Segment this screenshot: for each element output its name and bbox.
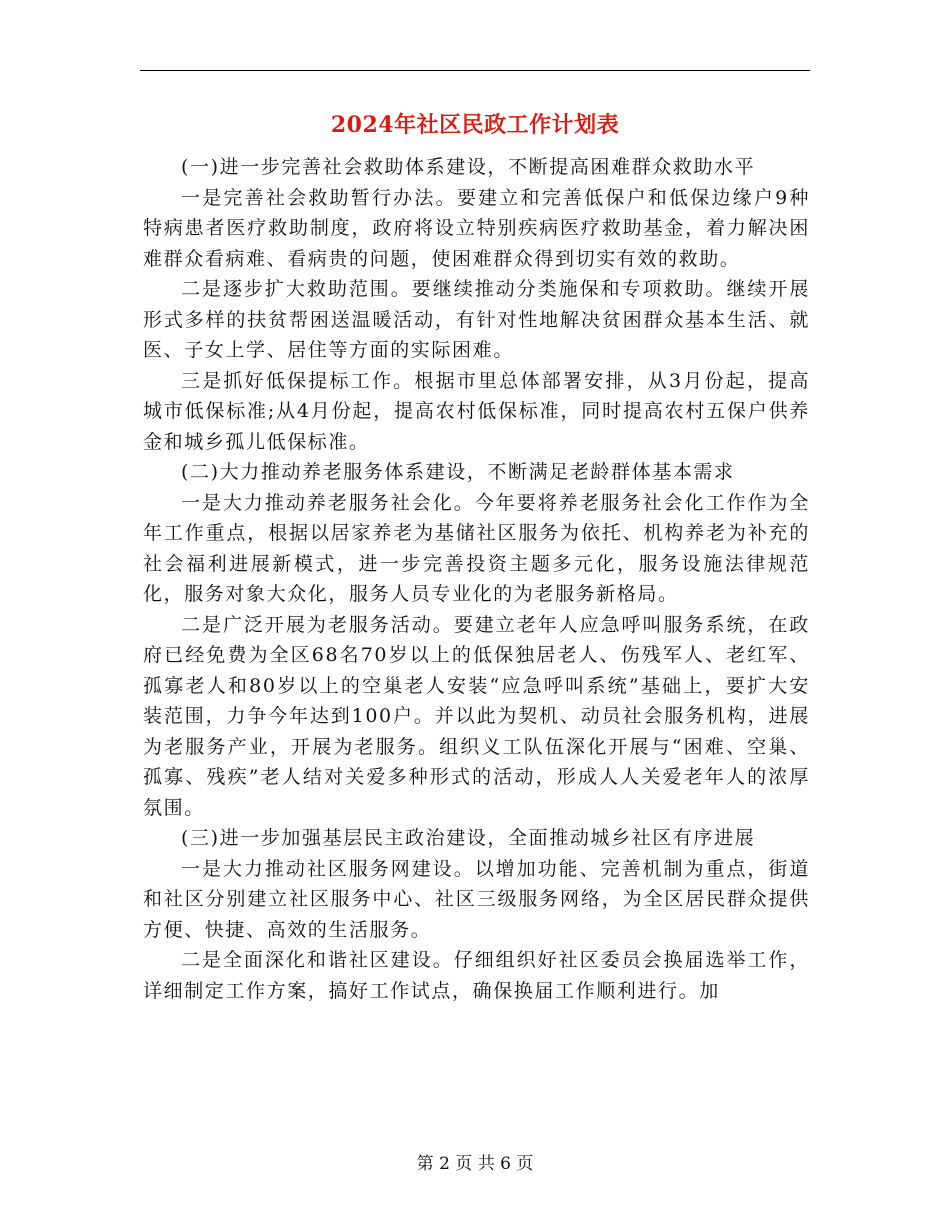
document-body bbox=[143, 152, 810, 1006]
header-rule bbox=[140, 70, 810, 71]
document-title: 2024年社区民政工作计划表 bbox=[330, 112, 620, 138]
body-paragraph: 二是全面深化和谐社区建设。仔细组织好社区委员会换届选举工作，详细制定工作方案，搞好工作试点，确保换届工作顺利进行。加 bbox=[143, 949, 810, 1002]
section-heading: (一)进一步完善社会救助体系建设，不断提高困难群众救助水平 bbox=[181, 156, 756, 178]
body-paragraph: 一是大力推动社区服务网建设。以增加功能、完善机制为重点，街道和社区分别建立社区服务中心、社区三级服务网络，为全区居民群众提供方便、快捷、高效的生活服务。 bbox=[143, 857, 810, 941]
body-paragraph: 二是广泛开展为老服务活动。要建立老年人应急呼叫服务系统，在政府已经免费为全区68名70岁以上的低保独居老人、伤残军人、老红军、孤寡老人和80岁以上的空巢老人安装“应急呼叫系统”基础上，要扩大安装范围，力争今年达到100户。并以此为契机、动员社会服务机构，进展为老服务产业，开展为老服务。组织义工队伍深化开展与“困难、空巢、孤寡、残疾”老人结对关爱多种形式的活动，形成人人关爱老年人的浓厚氛围。 bbox=[143, 613, 810, 819]
body-paragraph: 一是完善社会救助暂行办法。要建立和完善低保户和低保边缘户9种特病患者医疗救助制度，政府将设立特别疾病医疗救助基金，着力解决困难群众看病难、看病贵的问题，使困难群众得到切实有效的救助。 bbox=[143, 186, 810, 270]
section-heading: (三)进一步加强基层民主政治建设，全面推动城乡社区有序进展 bbox=[181, 827, 756, 849]
body-paragraph: 一是大力推动养老服务社会化。今年要将养老服务社会化工作作为全年工作重点，根据以居家养老为基储社区服务为依托、机构养老为补充的社会福利进展新模式，进一步完善投资主题多元化，服务设施法律规范化，服务对象大众化，服务人员专业化的为老服务新格局。 bbox=[143, 491, 810, 605]
body-paragraph: 二是逐步扩大救助范围。要继续推动分类施保和专项救助。继续开展形式多样的扶贫帮困送温暖活动，有针对性地解决贫困群众基本生活、就医、子女上学、居住等方面的实际困难。 bbox=[143, 278, 810, 361]
section-heading: (二)大力推动养老服务体系建设，不断满足老龄群体基本需求 bbox=[181, 461, 735, 483]
body-paragraph: 三是抓好低保提标工作。根据市里总体部署安排，从3月份起，提高城市低保标准;从4月份起，提高农村低保标准，同时提高农村五保户供养金和城乡孤儿低保标准。 bbox=[143, 369, 810, 453]
page-footer: 第 2 页 共 6 页 bbox=[416, 1154, 534, 1174]
